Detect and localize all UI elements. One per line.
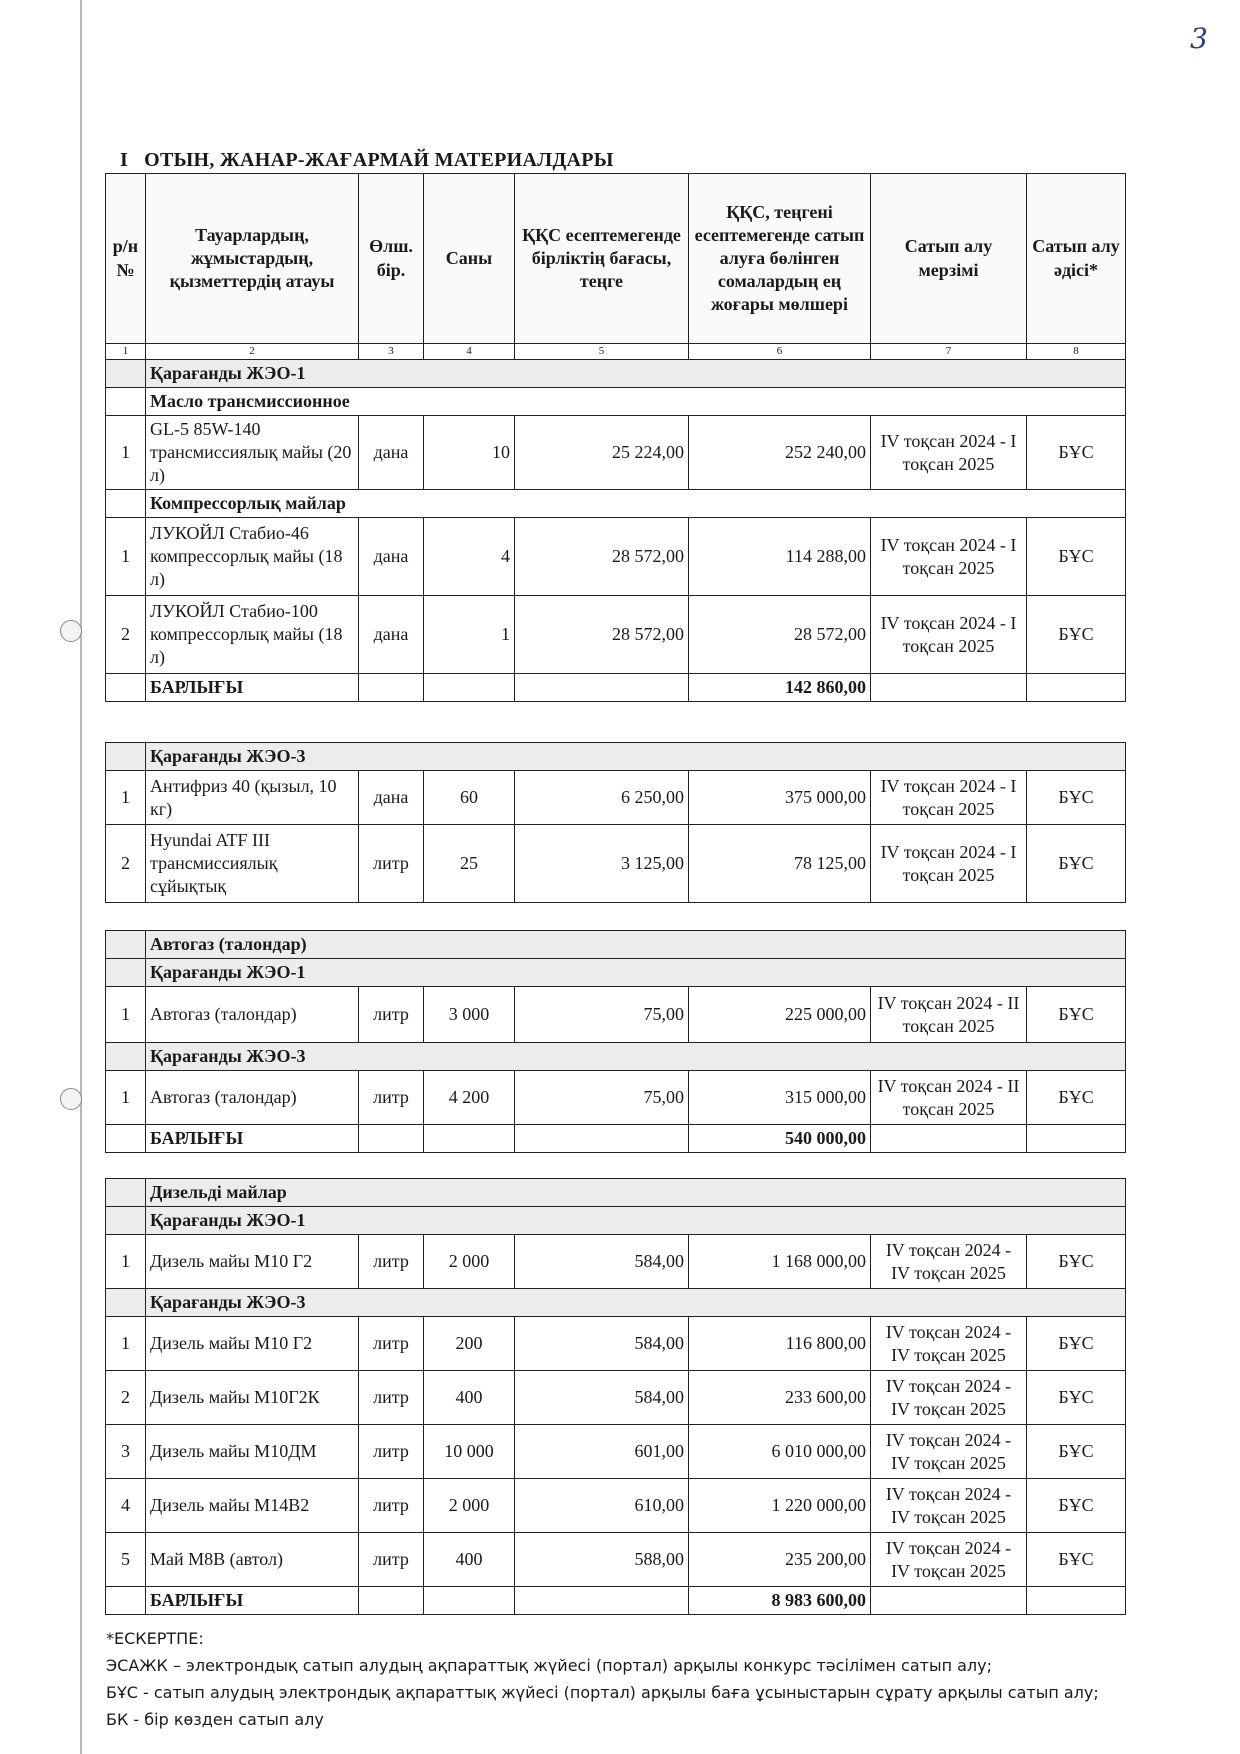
table-row: [106, 771, 1126, 825]
item-term: IV тоқсан 2024 - IV тоқсан 2025: [871, 1479, 1027, 1533]
row-number: 1: [106, 771, 146, 825]
column-number: 2: [146, 344, 359, 360]
table-row: [106, 518, 1126, 596]
item-method: БҰС: [1027, 987, 1126, 1043]
org-row: [106, 743, 1126, 771]
group-label: Компрессорлық майлар: [146, 490, 1126, 518]
org-label: Қарағанды ЖЭО-1: [146, 959, 1126, 987]
item-quantity: 400: [424, 1371, 515, 1425]
item-quantity: 60: [424, 771, 515, 825]
item-name: Дизель майы М10Г2К: [146, 1371, 359, 1425]
section-title-text: ОТЫН, ЖАНАР-ЖАҒАРМАЙ МАТЕРИАЛДАРЫ: [144, 149, 614, 171]
row-number: 1: [106, 1071, 146, 1125]
materials-table-3: [105, 930, 1126, 1153]
column-number: 8: [1027, 344, 1126, 360]
footnote-line: БК - бір көзден сатып алу: [106, 1710, 324, 1729]
table-row: [106, 596, 1126, 674]
total-label: БАРЛЫҒЫ: [146, 1125, 359, 1153]
org-label: Қарағанды ЖЭО-1: [146, 360, 1126, 388]
column-number: 3: [359, 344, 424, 360]
col-header-number: р/н №: [106, 174, 146, 344]
group-title-row: [106, 931, 1126, 959]
item-price: 584,00: [515, 1235, 689, 1289]
row-number: 1: [106, 416, 146, 490]
item-term: IV тоқсан 2024 - II тоқсан 2025: [871, 1071, 1027, 1125]
item-sum: 114 288,00: [689, 518, 871, 596]
column-number-row: [106, 344, 1126, 360]
footnote-line: ЭСАЖК – электрондық сатып алудың ақпараттық жүйесі (портал) арқылы конкурс тәсілімен сатып алу;: [106, 1656, 993, 1675]
item-name: GL-5 85W-140 трансмиссиялық майы (20 л): [146, 416, 359, 490]
item-quantity: 4: [424, 518, 515, 596]
item-quantity: 200: [424, 1317, 515, 1371]
column-number: 6: [689, 344, 871, 360]
item-sum: 78 125,00: [689, 825, 871, 903]
punch-hole: [60, 1088, 82, 1110]
item-sum: 225 000,00: [689, 987, 871, 1043]
row-number: 3: [106, 1425, 146, 1479]
total-sum: 540 000,00: [689, 1125, 871, 1153]
item-term: IV тоқсан 2024 - IV тоқсан 2025: [871, 1425, 1027, 1479]
item-name: Hyundai ATF III трансмиссиялық сұйықтық: [146, 825, 359, 903]
item-unit: дана: [359, 518, 424, 596]
org-label: Қарағанды ЖЭО-3: [146, 1289, 1126, 1317]
column-number: 1: [106, 344, 146, 360]
row-number: 2: [106, 1371, 146, 1425]
total-label: БАРЛЫҒЫ: [146, 674, 359, 702]
col-header-unit: Өлш. бір.: [359, 174, 424, 344]
item-price: 601,00: [515, 1425, 689, 1479]
item-term: IV тоқсан 2024 - IV тоқсан 2025: [871, 1371, 1027, 1425]
col-header-unit-price: ҚҚС есептемегенде бірліктің бағасы, теңге: [515, 174, 689, 344]
row-number: 1: [106, 1317, 146, 1371]
item-term: IV тоқсан 2024 - IV тоқсан 2025: [871, 1317, 1027, 1371]
row-number: 2: [106, 825, 146, 903]
total-sum: 8 983 600,00: [689, 1587, 871, 1615]
item-sum: 252 240,00: [689, 416, 871, 490]
total-row: [106, 674, 1126, 702]
org-row: [106, 1289, 1126, 1317]
total-row: [106, 1125, 1126, 1153]
item-method: БҰС: [1027, 596, 1126, 674]
row-number: 1: [106, 518, 146, 596]
row-number: 1: [106, 987, 146, 1043]
col-header-term: Сатып алу мерзімі: [871, 174, 1027, 344]
materials-table-4: [105, 1178, 1126, 1615]
table-row: [106, 1071, 1126, 1125]
item-method: БҰС: [1027, 1425, 1126, 1479]
column-number: 4: [424, 344, 515, 360]
item-quantity: 400: [424, 1533, 515, 1587]
item-sum: 233 600,00: [689, 1371, 871, 1425]
item-term: IV тоқсан 2024 - I тоқсан 2025: [871, 771, 1027, 825]
group-label: Масло трансмиссионное: [146, 388, 1126, 416]
group-title-row: [106, 1179, 1126, 1207]
item-method: БҰС: [1027, 1235, 1126, 1289]
row-number: 5: [106, 1533, 146, 1587]
group-title: Дизельді майлар: [146, 1179, 1126, 1207]
item-unit: дана: [359, 596, 424, 674]
item-method: БҰС: [1027, 518, 1126, 596]
section-number: I: [120, 149, 129, 171]
item-quantity: 1: [424, 596, 515, 674]
item-name: Автогаз (талондар): [146, 987, 359, 1043]
table-row: [106, 1371, 1126, 1425]
table-row: [106, 416, 1126, 490]
item-unit: литр: [359, 1479, 424, 1533]
org-label: Қарағанды ЖЭО-3: [146, 743, 1126, 771]
group-row: [106, 490, 1126, 518]
item-term: IV тоқсан 2024 - I тоқсан 2025: [871, 825, 1027, 903]
item-unit: дана: [359, 416, 424, 490]
item-method: БҰС: [1027, 1479, 1126, 1533]
item-method: БҰС: [1027, 771, 1126, 825]
table-row: [106, 1533, 1126, 1587]
item-unit: литр: [359, 1317, 424, 1371]
org-label: Қарағанды ЖЭО-1: [146, 1207, 1126, 1235]
item-quantity: 10 000: [424, 1425, 515, 1479]
item-quantity: 4 200: [424, 1071, 515, 1125]
materials-table-1: [105, 173, 1126, 702]
table-row: [106, 1235, 1126, 1289]
item-price: 28 572,00: [515, 596, 689, 674]
item-unit: литр: [359, 1425, 424, 1479]
item-sum: 6 010 000,00: [689, 1425, 871, 1479]
item-unit: литр: [359, 1533, 424, 1587]
item-price: 588,00: [515, 1533, 689, 1587]
item-name: Антифриз 40 (қызыл, 10 кг): [146, 771, 359, 825]
footnotes: [106, 1625, 1206, 1733]
table-header-row: [106, 174, 1126, 344]
org-row: [106, 1207, 1126, 1235]
org-row: [106, 959, 1126, 987]
page-number: 3: [1190, 22, 1208, 55]
page-edge-line: [80, 0, 82, 1754]
item-sum: 315 000,00: [689, 1071, 871, 1125]
item-method: БҰС: [1027, 1317, 1126, 1371]
org-row: [106, 1043, 1126, 1071]
item-method: БҰС: [1027, 416, 1126, 490]
item-quantity: 10: [424, 416, 515, 490]
item-sum: 1 220 000,00: [689, 1479, 871, 1533]
item-sum: 1 168 000,00: [689, 1235, 871, 1289]
item-name: ЛУКОЙЛ Стабио-100 компрессорлық майы (18 л): [146, 596, 359, 674]
item-term: IV тоқсан 2024 - I тоқсан 2025: [871, 518, 1027, 596]
item-name: ЛУКОЙЛ Стабио-46 компрессорлық майы (18 л): [146, 518, 359, 596]
item-name: Дизель майы М14В2: [146, 1479, 359, 1533]
item-unit: литр: [359, 1371, 424, 1425]
col-header-method: Сатып алу әдісі*: [1027, 174, 1126, 344]
item-name: Автогаз (талондар): [146, 1071, 359, 1125]
item-price: 25 224,00: [515, 416, 689, 490]
table-row: [106, 825, 1126, 903]
materials-table-2: [105, 742, 1126, 903]
row-number: 2: [106, 596, 146, 674]
item-price: 3 125,00: [515, 825, 689, 903]
item-term: IV тоқсан 2024 - I тоқсан 2025: [871, 596, 1027, 674]
item-term: IV тоқсан 2024 - II тоқсан 2025: [871, 987, 1027, 1043]
column-number: 7: [871, 344, 1027, 360]
item-quantity: 2 000: [424, 1479, 515, 1533]
item-quantity: 3 000: [424, 987, 515, 1043]
item-price: 584,00: [515, 1371, 689, 1425]
item-method: БҰС: [1027, 1533, 1126, 1587]
item-price: 584,00: [515, 1317, 689, 1371]
punch-hole: [60, 620, 82, 642]
item-price: 610,00: [515, 1479, 689, 1533]
total-row: [106, 1587, 1126, 1615]
item-price: 75,00: [515, 987, 689, 1043]
item-unit: дана: [359, 771, 424, 825]
total-sum: 142 860,00: [689, 674, 871, 702]
item-term: IV тоқсан 2024 - IV тоқсан 2025: [871, 1235, 1027, 1289]
footnote-heading: *ЕСКЕРТПЕ:: [106, 1629, 204, 1648]
item-method: БҰС: [1027, 825, 1126, 903]
item-term: IV тоқсан 2024 - I тоқсан 2025: [871, 416, 1027, 490]
org-row: [106, 360, 1126, 388]
item-name: Дизель майы М10 Г2: [146, 1235, 359, 1289]
item-sum: 28 572,00: [689, 596, 871, 674]
col-header-quantity: Саны: [424, 174, 515, 344]
row-number: 1: [106, 1235, 146, 1289]
item-unit: литр: [359, 987, 424, 1043]
item-method: БҰС: [1027, 1371, 1126, 1425]
item-quantity: 25: [424, 825, 515, 903]
item-sum: 235 200,00: [689, 1533, 871, 1587]
item-quantity: 2 000: [424, 1235, 515, 1289]
item-method: БҰС: [1027, 1071, 1126, 1125]
item-sum: 116 800,00: [689, 1317, 871, 1371]
table-row: [106, 1425, 1126, 1479]
total-label: БАРЛЫҒЫ: [146, 1587, 359, 1615]
item-unit: литр: [359, 825, 424, 903]
col-header-name: Тауарлардың, жұмыстардың, қызметтердің атауы: [146, 174, 359, 344]
group-row: [106, 388, 1126, 416]
table-row: [106, 987, 1126, 1043]
column-number: 5: [515, 344, 689, 360]
item-price: 6 250,00: [515, 771, 689, 825]
item-unit: литр: [359, 1071, 424, 1125]
item-price: 75,00: [515, 1071, 689, 1125]
item-name: Дизель майы М10 Г2: [146, 1317, 359, 1371]
section-title: [120, 149, 614, 172]
table-row: [106, 1479, 1126, 1533]
item-term: IV тоқсан 2024 - IV тоқсан 2025: [871, 1533, 1027, 1587]
col-header-max-amount: ҚҚС, теңгені есептемегенде сатып алуға бөлінген сомалардың ең жоғары мөлшері: [689, 174, 871, 344]
row-number: 4: [106, 1479, 146, 1533]
item-price: 28 572,00: [515, 518, 689, 596]
footnote-line: БҰС - сатып алудың электрондық ақпараттық жүйесі (портал) арқылы баға ұсыныстарын сұрату арқылы сатып алу;: [106, 1683, 1099, 1702]
item-sum: 375 000,00: [689, 771, 871, 825]
group-title: Автогаз (талондар): [146, 931, 1126, 959]
table-row: [106, 1317, 1126, 1371]
org-label: Қарағанды ЖЭО-3: [146, 1043, 1126, 1071]
item-name: Дизель майы М10ДМ: [146, 1425, 359, 1479]
item-name: Май М8В (автол): [146, 1533, 359, 1587]
item-unit: литр: [359, 1235, 424, 1289]
